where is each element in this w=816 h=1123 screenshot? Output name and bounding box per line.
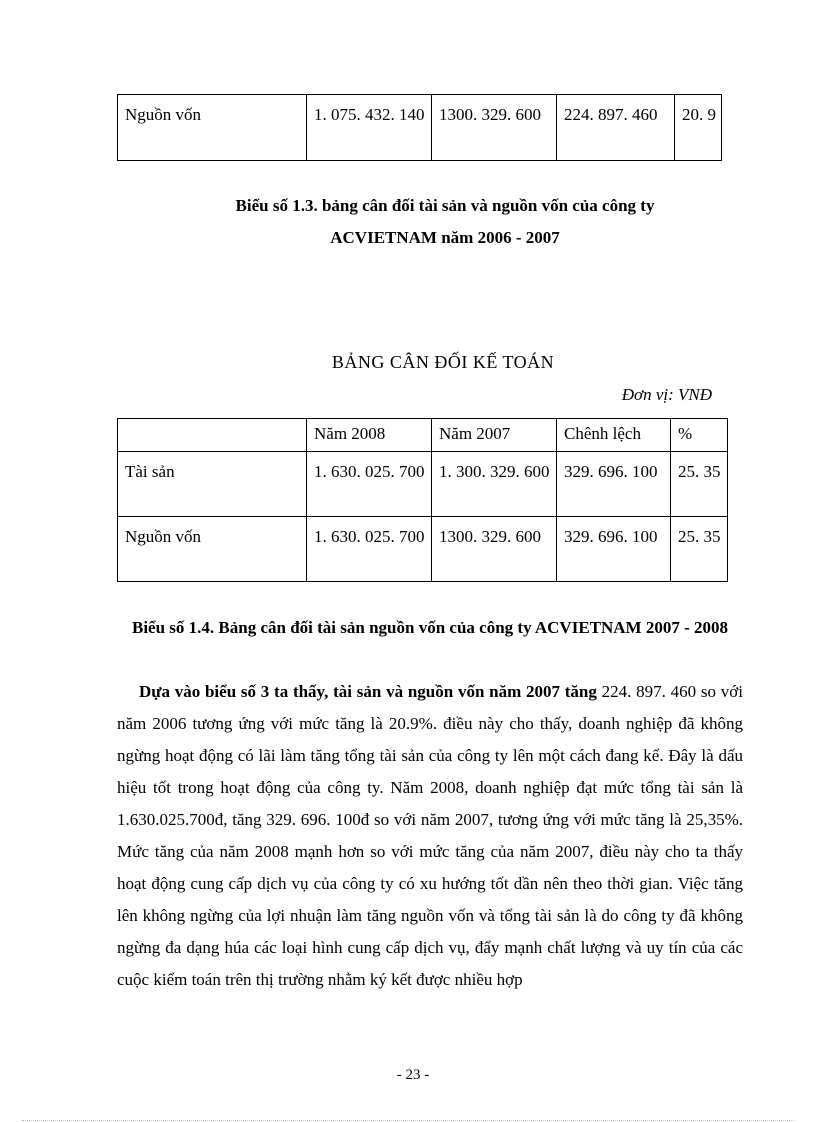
- paragraph-lead: Dựa vào biểu số 3 ta thấy, tài sản và nguồn vốn năm 2007 tăng: [139, 682, 597, 701]
- page-number: - 23 -: [396, 1067, 430, 1083]
- cell-value: 329. 696. 100: [557, 452, 671, 517]
- caption-1-4: Biểu số 1.4. Bảng cân đối tài sản nguồn vốn của công ty ACVIETNAM 2007 - 2008: [131, 618, 729, 637]
- header-cell: Năm 2007: [432, 419, 557, 452]
- balance-sheet-title: BẢNG CÂN ĐỐI KẾ TOÁN: [331, 352, 555, 372]
- caption-1-3: Biểu số 1.3. bảng cân đối tài sản và nguồn vốn của công ty ACVIETNAM năm 2006 - 2007: [235, 196, 655, 247]
- footer-divider: [22, 1120, 794, 1121]
- cell-percent: 25. 35: [671, 517, 728, 582]
- header-cell: Chênh lệch: [557, 419, 671, 452]
- header-cell: [118, 419, 307, 452]
- cell-value: 329. 696. 100: [557, 517, 671, 582]
- cell-value: 1. 630. 025. 700: [307, 517, 432, 582]
- table-header-row: [118, 419, 728, 452]
- table-row: [118, 95, 722, 161]
- cell-value: 1. 300. 329. 600: [432, 452, 557, 517]
- body-paragraph: [117, 676, 743, 996]
- row-label: Tài sản: [118, 452, 307, 517]
- cell-percent: 20. 9: [675, 95, 722, 161]
- cell-percent: 25. 35: [671, 452, 728, 517]
- table-row: [118, 517, 728, 582]
- header-cell: Năm 2008: [307, 419, 432, 452]
- row-label: Nguồn vốn: [118, 95, 307, 161]
- unit-label: Đơn vị: VNĐ: [621, 385, 712, 404]
- cell-value: 1300. 329. 600: [432, 95, 557, 161]
- cell-value: 1. 075. 432. 140: [307, 95, 432, 161]
- row-label: Nguồn vốn: [118, 517, 307, 582]
- balance-table: [117, 418, 728, 582]
- cell-value: 1300. 329. 600: [432, 517, 557, 582]
- cell-value: 224. 897. 460: [557, 95, 675, 161]
- cell-value: 1. 630. 025. 700: [307, 452, 432, 517]
- table-row: [118, 452, 728, 517]
- header-cell: %: [671, 419, 728, 452]
- top-table: [117, 94, 722, 161]
- paragraph-body: 224. 897. 460 so với năm 2006 tương ứng với mức tăng là 20.9%. điều này cho thấy, doanh nghiệp đã không ngừng hoạt động có lãi làm tăng tổng tài sản của công ty lên một cách đang kể. Đây là dấu hiệu tốt trong hoạt động của công ty. Năm 2008, doanh nghiệp đạt mức tổng tài sản là 1.630.025.700đ, tăng 329. 696. 100đ so với năm 2007, tương ứng với mức tăng là 25,35%. Mức tăng của năm 2008 mạnh hơn so với mức tăng của năm 2007, điều này cho ta thấy hoạt động cung cấp dịch vụ của công ty có xu hướng tốt dần nên theo thời gian. Việc tăng lên không ngừng của lợi nhuận làm tăng nguồn vốn và tổng tài sản là do công ty đã không ngừng đa dạng húa các loại hình cung cấp dịch vụ, đẩy mạnh chất lượng và uy tín của các cuộc kiểm toán trên thị trường nhằm ký kết được nhiều hợp: [117, 682, 743, 989]
